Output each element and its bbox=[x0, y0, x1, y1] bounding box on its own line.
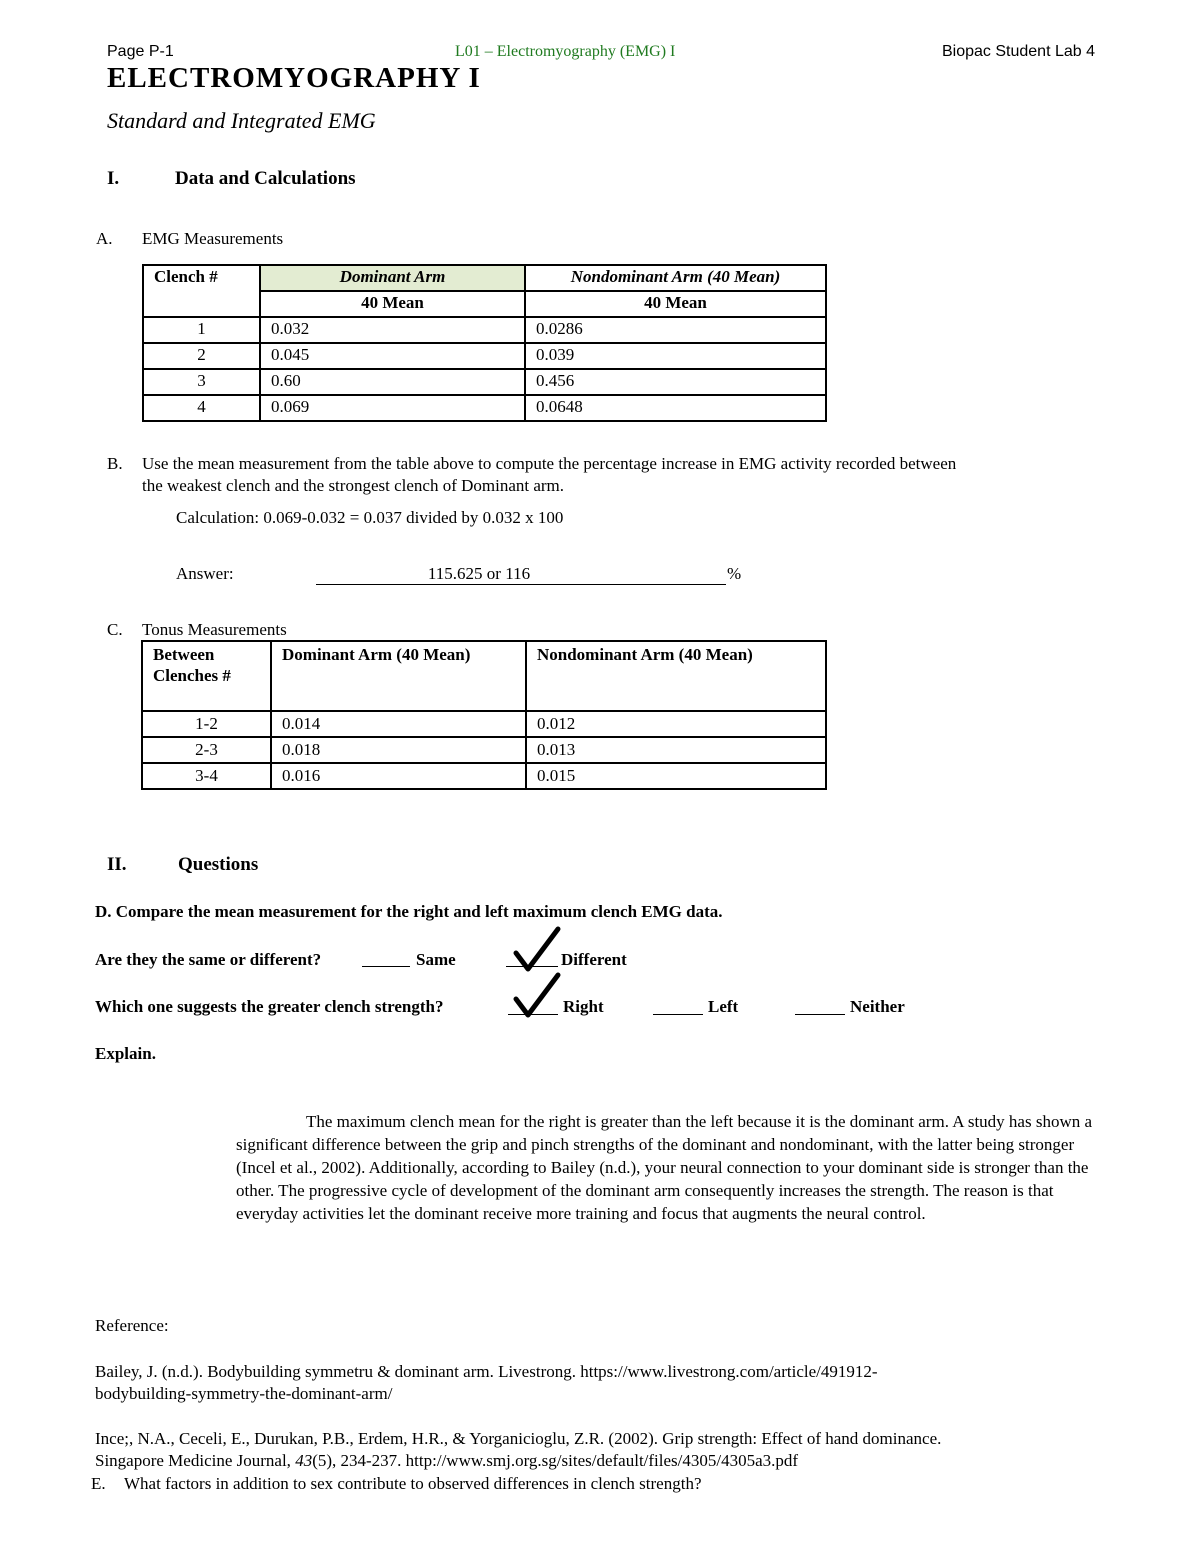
page-subtitle: Standard and Integrated EMG bbox=[107, 108, 376, 133]
nondominant-value: 0.0286 bbox=[525, 317, 826, 343]
clench-range: 3-4 bbox=[142, 763, 271, 789]
emg-measurements-table bbox=[142, 264, 827, 422]
section-2-number: II. bbox=[107, 854, 127, 875]
table-row bbox=[143, 317, 826, 343]
checkmark-icon bbox=[512, 971, 562, 1021]
clench-range: 1-2 bbox=[142, 711, 271, 737]
col-between-header: Between Clenches # bbox=[142, 641, 271, 711]
section-1-number: I. bbox=[107, 168, 120, 189]
journal-pages-url[interactable]: (5), 234-237. http://www.smj.org.sg/sites/default/files/4305/4305a3.pdf bbox=[312, 1451, 799, 1470]
table-row bbox=[143, 395, 826, 421]
answer-unit: % bbox=[727, 564, 742, 583]
col-dominant-header: Dominant Arm (40 Mean) bbox=[271, 641, 526, 711]
col-nondominant-header: Nondominant Arm (40 Mean) bbox=[526, 641, 826, 711]
page-number: Page P-1 bbox=[107, 43, 174, 60]
neither-blank[interactable] bbox=[795, 1014, 845, 1015]
left-blank[interactable] bbox=[653, 1014, 703, 1015]
nondominant-value: 0.456 bbox=[525, 369, 826, 395]
tonus-measurements-table bbox=[141, 640, 827, 790]
clench-number: 3 bbox=[143, 369, 260, 395]
part-e-letter: E. bbox=[91, 1474, 106, 1493]
clench-number: 2 bbox=[143, 343, 260, 369]
table-row bbox=[143, 343, 826, 369]
col-nondominant-header: Nondominant Arm (40 Mean) bbox=[525, 265, 826, 291]
dominant-value: 0.018 bbox=[271, 737, 526, 763]
table-row bbox=[143, 369, 826, 395]
lab-name: Biopac Student Lab 4 bbox=[942, 43, 1096, 60]
question-d: D. Compare the mean measurement for the right and left maximum clench EMG data. bbox=[95, 902, 723, 921]
table-row bbox=[142, 763, 826, 789]
part-a-label: EMG Measurements bbox=[142, 229, 284, 248]
option-same: Same bbox=[416, 950, 456, 969]
part-e-question: What factors in addition to sex contribute to observed differences in clench strength? bbox=[124, 1474, 702, 1493]
nondominant-subheader: 40 Mean bbox=[525, 291, 826, 317]
checkmark-icon bbox=[512, 925, 562, 975]
table-row bbox=[142, 711, 826, 737]
part-a-letter: A. bbox=[96, 229, 113, 248]
lesson-title: L01 – Electromyography (EMG) I bbox=[455, 43, 676, 60]
answer-field[interactable] bbox=[316, 564, 726, 585]
answer-value: 115.625 or 116 bbox=[427, 564, 531, 583]
section-2-title: Questions bbox=[178, 854, 259, 875]
clench-range: 2-3 bbox=[142, 737, 271, 763]
nondominant-value: 0.0648 bbox=[525, 395, 826, 421]
nondominant-value: 0.015 bbox=[526, 763, 826, 789]
which-question: Which one suggests the greater clench strength? bbox=[95, 997, 444, 1016]
table-row bbox=[142, 737, 826, 763]
option-different: Different bbox=[561, 950, 627, 969]
reference-ince-line1: Ince;, N.A., Ceceli, E., Durukan, P.B., Erdem, H.R., & Yorganicioglu, Z.R. (2002). Grip strength: Effect of hand dominance. bbox=[95, 1429, 942, 1448]
dominant-value: 0.032 bbox=[260, 317, 525, 343]
reference-bailey-line1: Bailey, J. (n.d.). Bodybuilding symmetru & dominant arm. Livestrong. https://www.livestrong.com/article/491912- bbox=[95, 1362, 878, 1381]
reference-bailey-line2: bodybuilding-symmetry-the-dominant-arm/ bbox=[95, 1384, 393, 1403]
explanation-paragraph: The maximum clench mean for the right is greater than the left because it is the dominant arm. A study has shown a significant difference between the grip and pinch strengths of the dominant and nondominant, with the latter being stronger (Incel et al., 2002). Additionally, according to Bailey (n.d.), your neural connection to your dominant side is stronger than the other. The progressive cycle of development of the dominant arm consequently increases the strength. The reason is that everyday activities let the dominant receive more training and focus that augments the neural control. bbox=[236, 1112, 1093, 1223]
reference-label: Reference: bbox=[95, 1316, 169, 1335]
part-b-letter: B. bbox=[107, 454, 123, 473]
dominant-value: 0.016 bbox=[271, 763, 526, 789]
col-dominant-header: Dominant Arm bbox=[260, 265, 525, 291]
section-1-title: Data and Calculations bbox=[175, 168, 356, 189]
dominant-value: 0.069 bbox=[260, 395, 525, 421]
part-c-label: Tonus Measurements bbox=[142, 620, 287, 639]
nondominant-value: 0.013 bbox=[526, 737, 826, 763]
explain-label: Explain. bbox=[95, 1044, 156, 1063]
answer-label: Answer: bbox=[176, 564, 234, 583]
same-blank[interactable] bbox=[362, 966, 410, 967]
nondominant-value: 0.039 bbox=[525, 343, 826, 369]
clench-number: 1 bbox=[143, 317, 260, 343]
reference-ince-line2 bbox=[95, 1450, 798, 1472]
journal-volume: 43 bbox=[295, 1451, 313, 1470]
nondominant-value: 0.012 bbox=[526, 711, 826, 737]
dominant-value: 0.014 bbox=[271, 711, 526, 737]
part-b-question-line2: the weakest clench and the strongest clench of Dominant arm. bbox=[142, 476, 565, 495]
dominant-value: 0.045 bbox=[260, 343, 525, 369]
dominant-subheader: 40 Mean bbox=[260, 291, 525, 317]
calculation: Calculation: 0.069-0.032 = 0.037 divided by 0.032 x 100 bbox=[176, 508, 564, 527]
option-right: Right bbox=[563, 997, 604, 1016]
part-b-question-line1: Use the mean measurement from the table above to compute the percentage increase in EMG activity recorded between bbox=[142, 454, 957, 473]
dominant-value: 0.60 bbox=[260, 369, 525, 395]
same-different-question: Are they the same or different? bbox=[95, 950, 322, 969]
page-title: ELECTROMYOGRAPHY I bbox=[107, 62, 481, 94]
clench-number: 4 bbox=[143, 395, 260, 421]
option-left: Left bbox=[708, 997, 739, 1016]
option-neither: Neither bbox=[850, 997, 905, 1016]
journal-name: Singapore Medicine Journal, bbox=[95, 1451, 296, 1470]
col-clench-header: Clench # bbox=[143, 265, 260, 317]
part-c-letter: C. bbox=[107, 620, 123, 639]
